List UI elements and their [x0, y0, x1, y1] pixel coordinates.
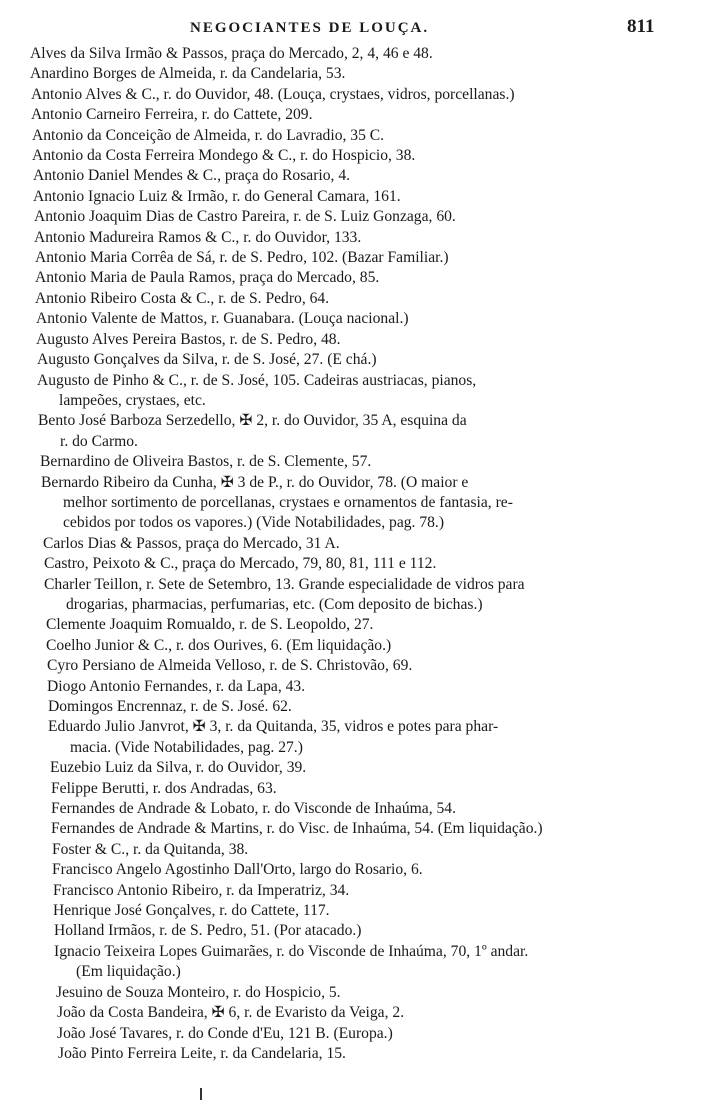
- entry-line: Antonio Ribeiro Costa & C., r. de S. Pedro, 64.: [35, 289, 330, 307]
- directory-entry: [0, 268, 704, 288]
- page-title: NEGOCIANTES DE LOUÇA.: [190, 20, 430, 36]
- directory-entry: [0, 228, 704, 248]
- directory-entry: [0, 309, 704, 329]
- entry-line: Antonio Valente de Mattos, r. Guanabara. (Louça nacional.): [36, 310, 409, 328]
- directory-entry: [0, 615, 704, 635]
- print-mark: [200, 1088, 202, 1100]
- page-header: [0, 14, 704, 44]
- entry-line: Fernandes de Andrade & Lobato, r. do Visconde de Inhaúma, 54.: [51, 800, 456, 818]
- directory-entry: [0, 1024, 704, 1044]
- entry-line: Francisco Angelo Agostinho Dall'Orto, largo do Rosario, 6.: [52, 861, 423, 879]
- entry-line: Eduardo Julio Janvrot, ✠ 3, r. da Quitanda, 35, vidros e potes para phar-: [48, 718, 499, 736]
- directory-entry: [0, 860, 704, 880]
- entry-line: Antonio Ignacio Luiz & Irmão, r. do General Camara, 161.: [33, 187, 401, 205]
- entry-line: Fernandes de Andrade & Martins, r. do Visc. de Inhaúma, 54. (Em liquidação.): [51, 820, 543, 838]
- entry-line: Cyro Persiano de Almeida Velloso, r. de S. Christovão, 69.: [47, 657, 413, 675]
- directory-entry: [0, 187, 704, 207]
- entry-line: Diogo Antonio Fernandes, r. da Lapa, 43.: [47, 677, 306, 695]
- entry-continuation-line: (Em liquidação.): [76, 963, 181, 981]
- entry-line: Antonio Madureira Ramos & C., r. do Ouvidor, 133.: [34, 228, 362, 246]
- entry-continuation-line: drogarias, pharmacias, perfumarias, etc. (Com deposito de bichas.): [66, 595, 483, 613]
- directory-entry: [0, 534, 704, 554]
- page-number: 811: [627, 16, 655, 37]
- entry-line: Augusto Gonçalves da Silva, r. de S. José, 27. (E chá.): [37, 351, 377, 369]
- directory-entry: [0, 921, 704, 941]
- entry-line: Alves da Silva Irmão & Passos, praça do Mercado, 2, 4, 46 e 48.: [30, 45, 433, 62]
- entry-continuation-line: melhor sortimento de porcellanas, crystaes e ornamentos de fantasia, re-: [63, 493, 513, 511]
- directory-entry: [0, 881, 704, 901]
- directory-entry: [0, 248, 704, 268]
- directory-entry: [0, 207, 704, 227]
- directory-entry: [0, 901, 704, 921]
- directory-entry: [0, 126, 704, 146]
- entry-list: [0, 44, 704, 1064]
- entry-line: Euzebio Luiz da Silva, r. do Ouvidor, 39.: [50, 759, 307, 777]
- entry-line: Carlos Dias & Passos, praça do Mercado, 31 A.: [43, 534, 340, 552]
- directory-entry: [0, 636, 704, 656]
- directory-entry: [0, 371, 704, 412]
- entry-continuation-line: macia. (Vide Notabilidades, pag. 27.): [70, 738, 303, 756]
- entry-line: Antonio Maria de Paula Ramos, praça do Mercado, 85.: [35, 269, 380, 287]
- entry-line: Henrique José Gonçalves, r. do Cattete, 117.: [53, 902, 330, 920]
- directory-entry: [0, 799, 704, 819]
- entry-continuation-line: cebidos por todos os vapores.) (Vide Notabilidades, pag. 78.): [63, 514, 445, 532]
- directory-entry: [0, 105, 704, 125]
- directory-entry: [0, 44, 704, 64]
- directory-entry: [0, 411, 704, 452]
- directory-entry: [0, 166, 704, 186]
- entry-line: Antonio Daniel Mendes & C., praça do Rosario, 4.: [33, 167, 351, 185]
- directory-entry: [0, 289, 704, 309]
- directory-entry: [0, 656, 704, 676]
- entry-line: Clemente Joaquim Romualdo, r. de S. Leopoldo, 27.: [46, 616, 374, 634]
- entry-line: Ignacio Teixeira Lopes Guimarães, r. do Visconde de Inhaúma, 70, 1º andar.: [54, 942, 529, 960]
- directory-entry: [0, 697, 704, 717]
- entry-line: Foster & C., r. da Quitanda, 38.: [52, 840, 249, 858]
- entry-continuation-line: r. do Carmo.: [60, 432, 138, 450]
- directory-entry: [0, 452, 704, 472]
- directory-entry: [0, 350, 704, 370]
- entry-line: João da Costa Bandeira, ✠ 6, r. de Evaristo da Veiga, 2.: [57, 1004, 405, 1022]
- entry-line: Francisco Antonio Ribeiro, r. da Imperatriz, 34.: [53, 881, 350, 899]
- directory-entry: [0, 64, 704, 84]
- entry-line: Antonio Alves & C., r. do Ouvidor, 48. (Louça, crystaes, vidros, porcellanas.): [31, 85, 515, 103]
- entry-line: Holland Irmãos, r. de S. Pedro, 51. (Por atacado.): [54, 922, 362, 940]
- directory-entry: [0, 840, 704, 860]
- entry-line: Castro, Peixoto & C., praça do Mercado, 79, 80, 81, 111 e 112.: [44, 555, 437, 573]
- entry-line: Antonio da Conceição de Almeida, r. do Lavradio, 35 C.: [32, 126, 385, 144]
- directory-entry: [0, 575, 704, 616]
- directory-entry: [0, 983, 704, 1003]
- entry-line: Bernardo Ribeiro da Cunha, ✠ 3 de P., r. do Ouvidor, 78. (O maior e: [41, 473, 469, 491]
- directory-entry: [0, 779, 704, 799]
- entry-line: João Pinto Ferreira Leite, r. da Candelaria, 15.: [58, 1044, 346, 1062]
- entry-continuation-line: lampeões, crystaes, etc.: [59, 391, 206, 409]
- directory-entry: [0, 717, 704, 758]
- entry-line: Augusto Alves Pereira Bastos, r. de S. Pedro, 48.: [36, 330, 341, 348]
- entry-line: Bernardino de Oliveira Bastos, r. de S. Clemente, 57.: [40, 453, 372, 471]
- entry-line: Augusto de Pinho & C., r. de S. José, 105. Cadeiras austriacas, pianos,: [37, 371, 477, 389]
- entry-line: Antonio Joaquim Dias de Castro Pareira, r. de S. Luiz Gonzaga, 60.: [34, 208, 456, 226]
- entry-line: Felippe Berutti, r. dos Andradas, 63.: [51, 779, 277, 797]
- entry-line: Jesuino de Souza Monteiro, r. do Hospicio, 5.: [56, 983, 341, 1001]
- entry-line: Coelho Junior & C., r. dos Ourives, 6. (Em liquidação.): [46, 636, 392, 654]
- directory-entry: [0, 473, 704, 534]
- entry-line: Antonio Maria Corrêa de Sá, r. de S. Pedro, 102. (Bazar Familiar.): [35, 249, 449, 267]
- directory-entry: [0, 85, 704, 105]
- directory-entry: [0, 146, 704, 166]
- directory-entry: [0, 677, 704, 697]
- directory-entry: [0, 330, 704, 350]
- directory-entry: [0, 758, 704, 778]
- directory-entry: [0, 554, 704, 574]
- entry-line: Charler Teillon, r. Sete de Setembro, 13. Grande especialidade de vidros para: [44, 575, 525, 593]
- directory-entry: [0, 1003, 704, 1023]
- directory-entry: [0, 819, 704, 839]
- entry-line: Bento José Barboza Serzedello, ✠ 2, r. do Ouvidor, 35 A, esquina da: [38, 412, 467, 430]
- entry-line: Antonio Carneiro Ferreira, r. do Cattete, 209.: [31, 106, 313, 124]
- directory-entry: [0, 1044, 704, 1064]
- entry-line: Antonio da Costa Ferreira Mondego & C., r. do Hospicio, 38.: [32, 147, 416, 165]
- entry-line: Anardino Borges de Almeida, r. da Candelaria, 53.: [30, 65, 346, 83]
- directory-entry: [0, 942, 704, 983]
- entry-line: Domingos Encrennaz, r. de S. José. 62.: [48, 698, 292, 715]
- entry-line: João José Tavares, r. do Conde d'Eu, 121 B. (Europa.): [57, 1024, 393, 1042]
